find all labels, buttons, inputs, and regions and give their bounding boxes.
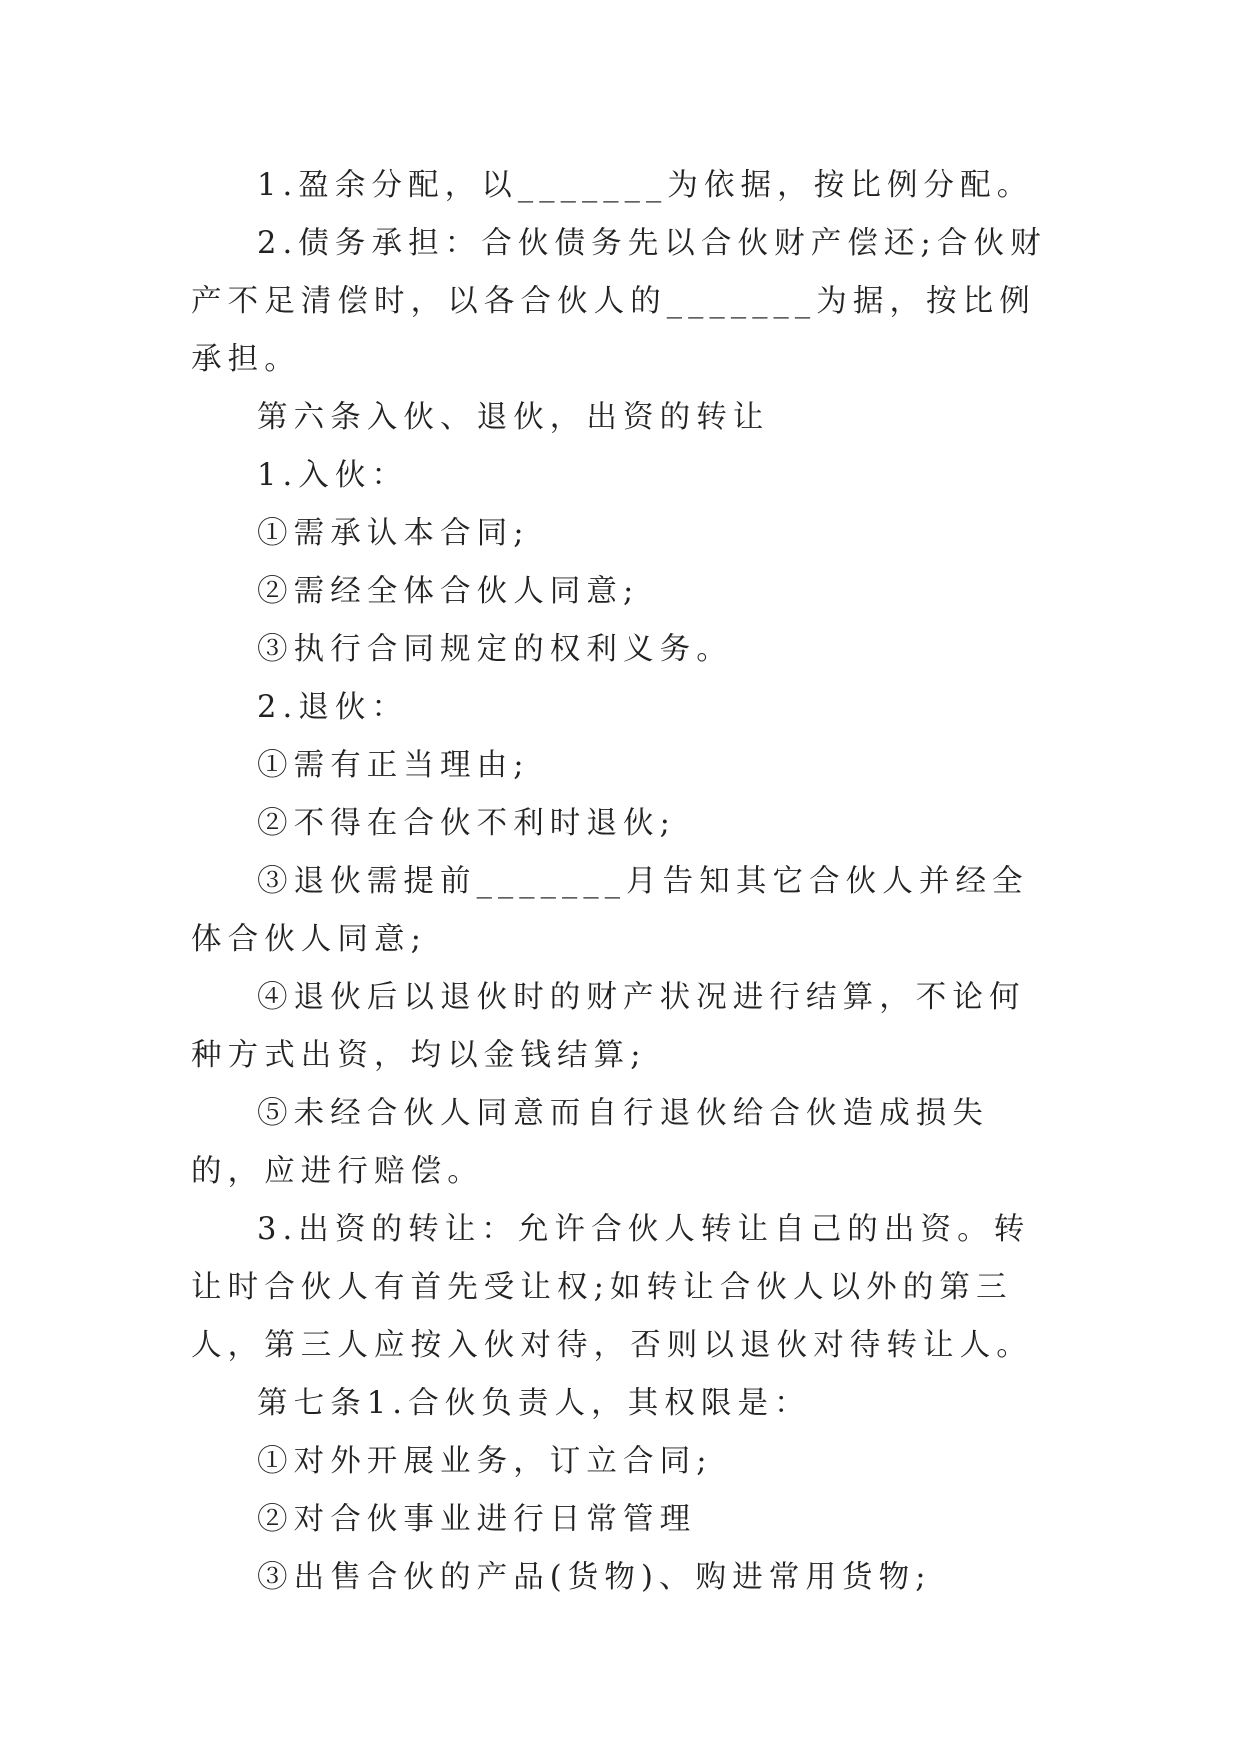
list-item-withdrawal-4: ④退伙后以退伙时的财产状况进行结算，不论何种方式出资，均以金钱结算; <box>191 980 1026 1073</box>
article-six-heading: 第六条入伙、退伙，出资的转让 <box>257 400 770 435</box>
paragraph-profit-distribution: 1.盈余分配，以_______为依据，按比例分配。 <box>257 168 1034 203</box>
list-item-authority-2: ②对合伙事业进行日常管理 <box>257 1502 697 1537</box>
list-item-authority-1: ①对外开展业务，订立合同; <box>257 1444 713 1479</box>
paragraph-joining-heading: 1.入伙： <box>257 458 409 493</box>
list-item-authority-3: ③出售合伙的产品(货物)、购进常用货物; <box>257 1560 932 1595</box>
list-item-joining-3: ③执行合同规定的权利义务。 <box>257 632 733 667</box>
list-item-withdrawal-1: ①需有正当理由; <box>257 748 530 783</box>
list-item-withdrawal-2: ②不得在合伙不利时退伙; <box>257 806 676 841</box>
list-item-joining-2: ②需经全体合伙人同意; <box>257 574 640 609</box>
paragraph-debt-bearing: 2.债务承担：合伙债务先以合伙财产偿还;合伙财产不足清偿时，以各合伙人的_______为据，按比例承担。 <box>191 226 1047 377</box>
list-item-withdrawal-5: ⑤未经合伙人同意而自行退伙给合伙造成损失的，应进行赔偿。 <box>191 1096 989 1189</box>
paragraph-capital-transfer: 3.出资的转让：允许合伙人转让自己的出资。转让时合伙人有首先受让权;如转让合伙人以外的第三人，第三人应按入伙对待，否则以退伙对待转让人。 <box>191 1212 1033 1363</box>
article-seven-heading: 第七条1.合伙负责人，其权限是： <box>257 1386 811 1421</box>
list-item-joining-1: ①需承认本合同; <box>257 516 530 551</box>
paragraph-withdrawal-heading: 2.退伙： <box>257 690 409 725</box>
document-body <box>191 157 1051 1607</box>
list-item-withdrawal-3: ③退伙需提前_______月告知其它合伙人并经全体合伙人同意; <box>191 864 1029 957</box>
